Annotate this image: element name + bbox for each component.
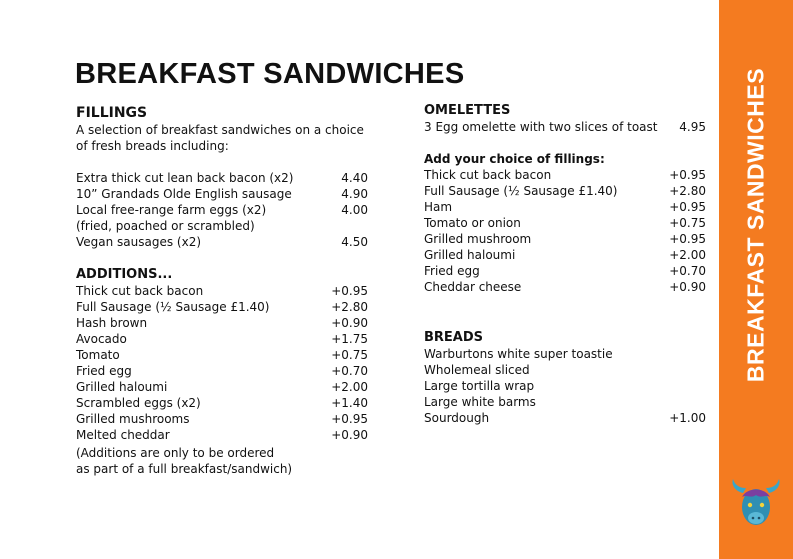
item-price: 4.00 [341, 203, 368, 217]
item-price: +0.75 [669, 216, 706, 230]
item-name: Cheddar cheese [424, 280, 522, 294]
list-item [76, 186, 368, 202]
item-price: +2.00 [331, 380, 368, 394]
omelettes-heading: OMELETTES [424, 103, 511, 118]
item-price: +2.80 [331, 300, 368, 314]
fillings-intro: A selection of breakfast sandwiches on a choice of fresh breads including: [76, 123, 364, 153]
item-name: Tomato [76, 348, 120, 362]
item-name: 10” Grandads Olde English sausage [76, 187, 292, 201]
list-item [424, 119, 706, 135]
list-item [76, 411, 368, 427]
item-price: +0.90 [331, 316, 368, 330]
item-price: +0.95 [669, 232, 706, 246]
item-name: Scrambled eggs (x2) [76, 396, 201, 410]
list-item [76, 299, 368, 315]
item-price: +0.95 [331, 284, 368, 298]
list-item [424, 167, 706, 183]
item-price: 4.40 [341, 171, 368, 185]
sidebar-band [719, 0, 793, 559]
list-item [424, 279, 706, 295]
sidebar-title: BREAKFAST SANDWICHES [742, 67, 769, 383]
item-name: Ham [424, 200, 453, 214]
item-price: +0.75 [331, 348, 368, 362]
list-item [424, 410, 706, 426]
list-item [76, 331, 368, 347]
list-item [76, 363, 368, 379]
list-item [76, 379, 368, 395]
item-name: Grilled mushroom [424, 232, 532, 246]
additions-heading: ADDITIONS... [76, 267, 173, 282]
list-item [76, 218, 368, 234]
highland-cow-icon [729, 475, 783, 531]
item-name: Sourdough [424, 411, 490, 425]
list-item [76, 283, 368, 299]
item-price: +0.90 [331, 428, 368, 442]
list-item [76, 347, 368, 363]
list-item [76, 202, 368, 218]
item-name: Grilled haloumi [76, 380, 168, 394]
item-name: Avocado [76, 332, 127, 346]
list-item [424, 247, 706, 263]
item-price: +0.95 [331, 412, 368, 426]
item-price: +0.95 [669, 200, 706, 214]
item-price: +1.00 [669, 411, 706, 425]
right-column [424, 102, 706, 426]
item-price: +1.40 [331, 396, 368, 410]
list-item [76, 234, 368, 250]
item-name: Wholemeal sliced [424, 363, 530, 377]
list-item [76, 395, 368, 411]
list-item [424, 394, 706, 410]
page-title: BREAKFAST SANDWICHES [75, 58, 465, 90]
item-name: Fried egg [76, 364, 132, 378]
item-name: Tomato or onion [424, 216, 521, 230]
additions-note-line1: (Additions are only to be ordered [76, 446, 275, 460]
item-price: +0.70 [669, 264, 706, 278]
item-name: Vegan sausages (x2) [76, 235, 202, 249]
additions-note-line2: as part of a full breakfast/sandwich) [76, 462, 293, 476]
item-name: Grilled haloumi [424, 248, 516, 262]
list-item [424, 263, 706, 279]
item-price: +1.75 [331, 332, 368, 346]
list-item [424, 346, 706, 362]
item-price: +0.70 [331, 364, 368, 378]
item-price: 4.95 [679, 120, 706, 134]
item-name: Full Sausage (½ Sausage £1.40) [76, 300, 270, 314]
item-name: Hash brown [76, 316, 148, 330]
item-price: +0.90 [669, 280, 706, 294]
list-item [424, 378, 706, 394]
fillings-heading: FILLINGS [76, 105, 148, 121]
item-name: Local free-range farm eggs (x2) [76, 203, 267, 217]
item-name: Full Sausage (½ Sausage £1.40) [424, 184, 618, 198]
list-item [424, 183, 706, 199]
list-item [76, 170, 368, 186]
item-name: Extra thick cut lean back bacon (x2) [76, 171, 294, 185]
item-name: Thick cut back bacon [424, 168, 552, 182]
item-price: +2.00 [669, 248, 706, 262]
item-name: Thick cut back bacon [76, 284, 204, 298]
item-name: Large tortilla wrap [424, 379, 535, 393]
item-name: Melted cheddar [76, 428, 170, 442]
list-item [76, 315, 368, 331]
item-price: 4.50 [341, 235, 368, 249]
item-name: Warburtons white super toastie [424, 347, 613, 361]
item-price: +2.80 [669, 184, 706, 198]
list-item [424, 199, 706, 215]
omelette-fillings-heading: Add your choice of fillings: [424, 152, 605, 166]
list-item [76, 427, 368, 443]
item-name: Fried egg [424, 264, 480, 278]
item-price: 4.90 [341, 187, 368, 201]
list-item [424, 215, 706, 231]
item-price: +0.95 [669, 168, 706, 182]
list-item [424, 362, 706, 378]
item-name: 3 Egg omelette with two slices of toast [424, 120, 658, 134]
left-column [76, 104, 368, 477]
list-item [424, 231, 706, 247]
item-name: Large white barms [424, 395, 536, 409]
item-name: (fried, poached or scrambled) [76, 219, 255, 233]
breads-heading: BREADS [424, 330, 484, 345]
item-name: Grilled mushrooms [76, 412, 190, 426]
